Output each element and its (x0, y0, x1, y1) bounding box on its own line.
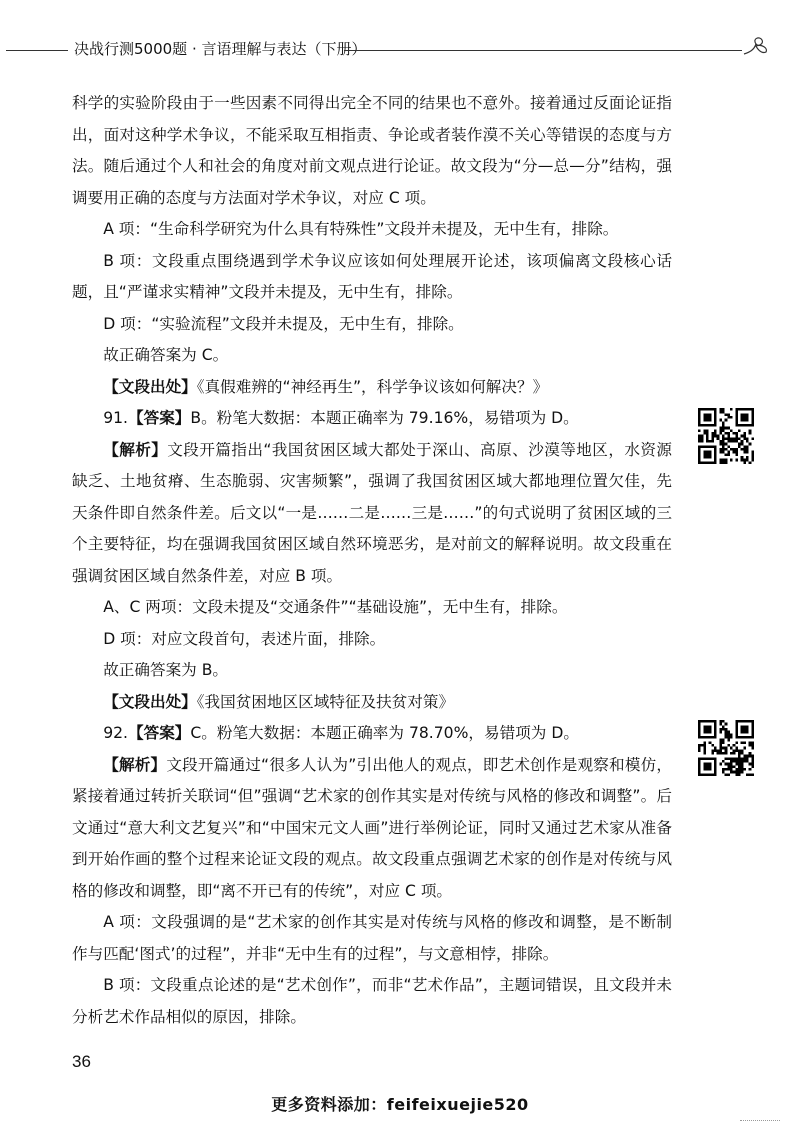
paragraph-text: 《真假难辨的“神经再生”，科学争议该如何解决？》 (196, 377, 549, 396)
paragraph-text: B。粉笔大数据：本题正确率为 79.16%，易错项为 D。 (190, 409, 579, 427)
body-paragraph (72, 435, 672, 593)
footer-note: 更多资料添加：feifeixuejie520 (271, 1095, 529, 1114)
running-header (0, 34, 800, 64)
paragraph-text: D 项：“实验流程”文段并未提及，无中生有，排除。 (103, 314, 464, 333)
page-body (72, 88, 672, 1033)
paragraph-text: 文段开篇通过“很多人认为”引出他人的观点，即艺术创作是观察和模仿，紧接着通过转折关联词“但”强调“艺术家的创作其实是对传统与风格的修改和调整”。后文通过“意大利文艺复兴”和“中国宋元文人画”进行举例论证，同时又通过艺术家从准备到开始作画的整个过程来论证文段的观点。故文段重点强调艺术家的创作是对传统与风格的修改和调整，即“离不开已有的传统”，对应 C 项。 (72, 755, 672, 900)
body-paragraph (72, 340, 672, 372)
paragraph-text: B 项：文段重点围绕遇到学术争议应该如何处理展开论述，该项偏离文段核心话题，且“严谨求实精神”文段并未提及，无中生有，排除。 (72, 251, 672, 301)
body-paragraph (72, 309, 672, 341)
body-paragraph (72, 687, 672, 719)
question-number: 91. (103, 409, 128, 427)
paragraph-text: 文段开篇指出“我国贫困区域大都处于深山、高原、沙漠等地区，水资源缺乏、土地贫瘠、生态脆弱、灾害频繁”，强调了我国贫困区域大都地理位置欠佳，先天条件即自然条件差。后文以“一是……二是……三是……”的句式说明了贫困区域的三个主要特征，均在强调我国贫困区域自然环境恶劣，是对前文的解释说明。故文段重在强调贫困区域自然条件差，对应 B 项。 (72, 440, 672, 585)
body-paragraph (72, 750, 672, 908)
section-label: 【解析】 (103, 755, 167, 774)
section-label: 【文段出处】 (103, 377, 197, 396)
section-label: 【文段出处】 (103, 692, 197, 711)
header-rule-left (6, 50, 68, 51)
section-label: 【解析】 (103, 440, 168, 459)
paragraph-text: 《我国贫困地区区域特征及扶贫对策》 (196, 692, 455, 711)
qr-code-icon[interactable] (698, 408, 754, 464)
body-paragraph (72, 246, 672, 309)
body-paragraph (72, 655, 672, 687)
body-paragraph (72, 970, 672, 1033)
body-paragraph (72, 88, 672, 214)
paragraph-text: 故正确答案为 B。 (103, 661, 228, 679)
paragraph-text: 故正确答案为 C。 (103, 346, 229, 364)
paragraph-text: A 项：文段强调的是“艺术家的创作其实是对传统与风格的修改和调整，是不断制作与匹配‘图式’的过程”，并非“无中生有的过程”，与文意相悖，排除。 (72, 913, 672, 963)
paragraph-text: B 项：文段重点论述的是“艺术创作”，而非“艺术作品”，主题词错误，且文段并未分析艺术作品相似的原因，排除。 (72, 976, 672, 1026)
question-number: 92. (103, 724, 128, 742)
section-label: 【答案】 (128, 409, 191, 427)
paragraph-text: C。粉笔大数据：本题正确率为 78.70%，易错项为 D。 (190, 724, 579, 742)
body-paragraph (72, 907, 672, 970)
paragraph-text: A、C 两项：文段未提及“交通条件”“基础设施”，无中生有，排除。 (103, 598, 568, 616)
body-paragraph (72, 718, 672, 750)
header-title: 决战行测5000题 · 言语理解与表达（下册） (74, 40, 367, 58)
page-number: 36 (72, 1052, 91, 1071)
body-paragraph (72, 372, 672, 404)
paragraph-text: A 项：“生命科学研究为什么具有特殊性”文段并未提及，无中生有，排除。 (103, 220, 619, 238)
section-label: 【答案】 (128, 724, 191, 742)
body-paragraph (72, 214, 672, 246)
footer-rule (740, 1120, 780, 1121)
qr-code-icon[interactable] (698, 720, 754, 776)
leaf-icon (740, 34, 770, 64)
paragraph-text: 科学的实验阶段由于一些因素不同得出完全不同的结果也不意外。接着通过反面论证指出，面对这种学术争议，不能采取互相指责、争论或者装作漠不关心等错误的态度与方法。随后通过个人和社会的角度对前文观点进行论证。故文段为“分—总—分”结构，强调要用正确的态度与方法面对学术争议，对应 C 项。 (72, 94, 672, 207)
body-paragraph (72, 403, 672, 435)
header-rule-right (344, 50, 742, 51)
paragraph-text: D 项：对应文段首句，表述片面，排除。 (103, 629, 386, 648)
body-paragraph (72, 592, 672, 624)
body-paragraph (72, 624, 672, 656)
